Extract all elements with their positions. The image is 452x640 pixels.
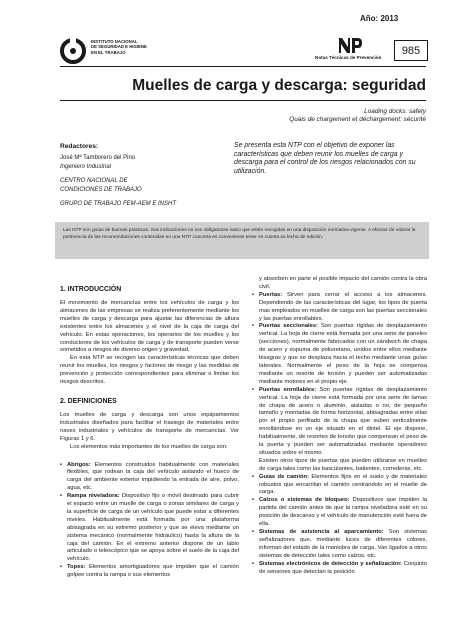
list-item [252, 323, 427, 386]
institute-name [91, 39, 147, 55]
section-heading: 2. DEFINICIONES [60, 397, 117, 405]
item-term: Sistemas electrónicos de detección y señalización: [259, 560, 402, 567]
header-divider [60, 66, 426, 67]
paragraph: Existen otros tipos de puertas que pueden utilizarse en muelles de carga tales como las basculantes, batientes, correderas, etc. [259, 457, 427, 472]
translation-en: Loading docks: safety [364, 108, 426, 115]
author-name: José Mª Tamborero del Pino [60, 155, 136, 161]
list-item [252, 497, 427, 529]
item-text: Elementos fijos en el suelo y de materiales robustos que encarrilan el camión centrándolo en el muelle de carga. [259, 473, 427, 496]
ntp-logo-icon [337, 35, 363, 55]
paragraph: Los elementos más importantes de los muelles de carga son: [70, 443, 228, 450]
list-item [60, 462, 239, 494]
item-term: Topes: [67, 564, 86, 571]
paragraph: Los muelles de carga y descarga son unos equipamientos industriales diseñados para facilitar el trasiego de materiales entre naves industriales y vehículos de transporte de mercancías. Ver Figuras 1 y 6. [60, 411, 239, 442]
item-term: Guías de camión: [259, 473, 309, 480]
item-text: Elementos amortiguadores que impiden que el camión golpee contra la rampa o sus elementos [67, 564, 239, 579]
institute-line: EN EL TRABAJO [91, 49, 126, 55]
author-role: Ingeniero Industrial [60, 164, 112, 170]
left-column [60, 286, 239, 580]
institute-logo-icon [60, 38, 86, 64]
institute-line: DE SEGURIDAD E HIGIENE [91, 44, 147, 50]
item-term: Puertas: [259, 291, 283, 298]
section-heading: 1. INTRODUCCIÓN [60, 286, 122, 293]
abstract: Se presenta esta NTP con el objetivo de exponer las características que deben reunir los muelles de carga y descarga para el control de los riesgos relacionados con su utilización. [234, 142, 416, 175]
paragraph: El movimiento de mercancías entre los vehículos de carga y los almacenes de las empresas se realiza preferentemente mediante los muelles de carga y descarga para ajustar las diferencias de altura existentes entre los almacenes y el nivel de la caja de carga del vehículo. En estas operaciones, los operarios de los muelles y los conductores de los vehículos de carga y de transporte pueden verse sometidos a riesgos de diverso origen y gravedad. [60, 300, 239, 354]
item-term: Sistemas de asistencia al aparcamiento: [259, 529, 384, 535]
item-term: Calzos o sistemas de bloqueo: [259, 497, 350, 504]
list-item [60, 493, 239, 564]
paragraph: En esta NTP se recogen las características técnicas que deben reunir los muelles, los riesgos y factores de riesgo y las medidas de prevención y protección correspondientes para eliminar o limitar los riesgos descritos. [60, 355, 239, 386]
list-item [252, 561, 427, 577]
definition-list [252, 292, 427, 458]
paragraph: y absorben en parte el posible impacto del camión contra la obra civil. [259, 276, 427, 290]
title-divider [60, 100, 426, 101]
list-item [252, 529, 427, 561]
list-item [252, 292, 427, 324]
author-org: CONDICIONES DE TRABAJO [60, 187, 142, 193]
list-item [252, 474, 427, 498]
page-title: Muelles de carga y descarga: seguridad [132, 77, 426, 94]
ntp-series-label: Notas Técnicas de Prevención [315, 55, 382, 60]
author-org: CENTRO NACIONAL DE [60, 178, 128, 184]
ntp-number-box: 985 [394, 40, 428, 61]
item-text: Son sistemas señalizadores que, mediante luces de diferentes colores, informan del estado de la maniobra de carga. Van ligados a otros sistemas de detección tales como calzos, etc. [259, 529, 427, 559]
author-group: GRUPO DE TRABAJO FEM-AEM E INSHT [60, 201, 177, 207]
item-text: Son puertas rígidas de desplazamiento vertical. La hoja de cierre está formada por una serie de lamas de chapa de acero o aluminio, aisladas o no, de pequeño tamaño y montadas de forma horizontal, abisagradas entre ellas por el propio perfilado de la chapa que suben verticalmente enrollándose en un eje situado en el dintel. El eje dispone, habitualmente, de resortes de torsión que compensan el peso de la puerta y pueden ser automatizadas mediante operadores situados sobre el mismo. [259, 386, 427, 456]
definition-list [252, 474, 427, 577]
list-item [252, 387, 427, 458]
item-text: Sirven para cerrar el acceso a los almacenes. Dependiendo de las características del lugar, los tipos de puerta mas empleados en muelles de carga son las puertas seccionales y las puertas enrollables. [259, 291, 427, 322]
item-term: Abrigos: [67, 461, 91, 468]
item-text: Dispositivo fijo o móvil destinado para cubrir el espacio entre un muelle de carga o zonas similares de carga y la superficie de carga de un vehículo que puede estar a diferentes niveles. Habitualmente está formada por una plataforma abisagrada en su extremo posterior y que se eleva mediante un sistema mecánico (normalmente hidráulico) hasta la altura de la caja del camión. En el extremo anterior dispone de un labio articulado o telescópico que se apoya sobre el suelo de la caja del vehículo. [67, 493, 239, 563]
authors-label: Redactores: [60, 143, 99, 150]
translation-fr: Quais de chargement et déchargement: sécurité [289, 116, 426, 124]
item-term: Puertas seccionales: [259, 323, 319, 330]
item-text: Conjunto de sensores que detectan la posición [259, 560, 427, 575]
disclaimer-box: Las NTP son guías de buenas prácticas. Sus indicaciones no son obligatorias salvo que estén recogidas en una disposición normativa vigente. A efectos de valorar la pertinencia de las recomendaciones contenidas en una NTP concreta es conveniente tener en cuenta su fecha de edición. [55, 222, 429, 259]
right-column [252, 276, 427, 576]
authors-block [60, 142, 220, 209]
item-term: Puertas enrollables: [259, 386, 317, 393]
institute-line: INSTITUTO NACIONAL [91, 39, 138, 44]
item-text: Dispositivos que impiden la partida del camión antes de que la rampa niveladora esté en su posición de descanso y el vehículo de manutención esté fuera de ella. [259, 497, 428, 528]
list-item [60, 564, 239, 580]
item-text: Elementos construidos habitualmente con materiales flexibles, que rodean la caja del vehículo aislando el hueco de carga del ambiente exterior impidiendo la entrada de aire, polvo, agua, etc. [67, 461, 239, 492]
item-text: Son puertas rígidas de desplazamiento vertical. La hoja de cierre está formada por una serie de paneles (secciones), normalmente fabricados con un sándwich de chapa de acero y espuma de poliuretano, unidos entre ellos mediante bisagras y que se desplaza hacia el techo mediante unas guías laterales. Normalmente el peso de la hoja se compensa mediante un resorte de torsión y pueden ser automatizadas mediante motores en el propio eje. [259, 323, 427, 385]
title-translations [60, 108, 426, 125]
definition-list [60, 462, 239, 581]
item-term: Rampa niveladora: [67, 493, 120, 500]
publication-year: Año: 2013 [360, 14, 399, 23]
